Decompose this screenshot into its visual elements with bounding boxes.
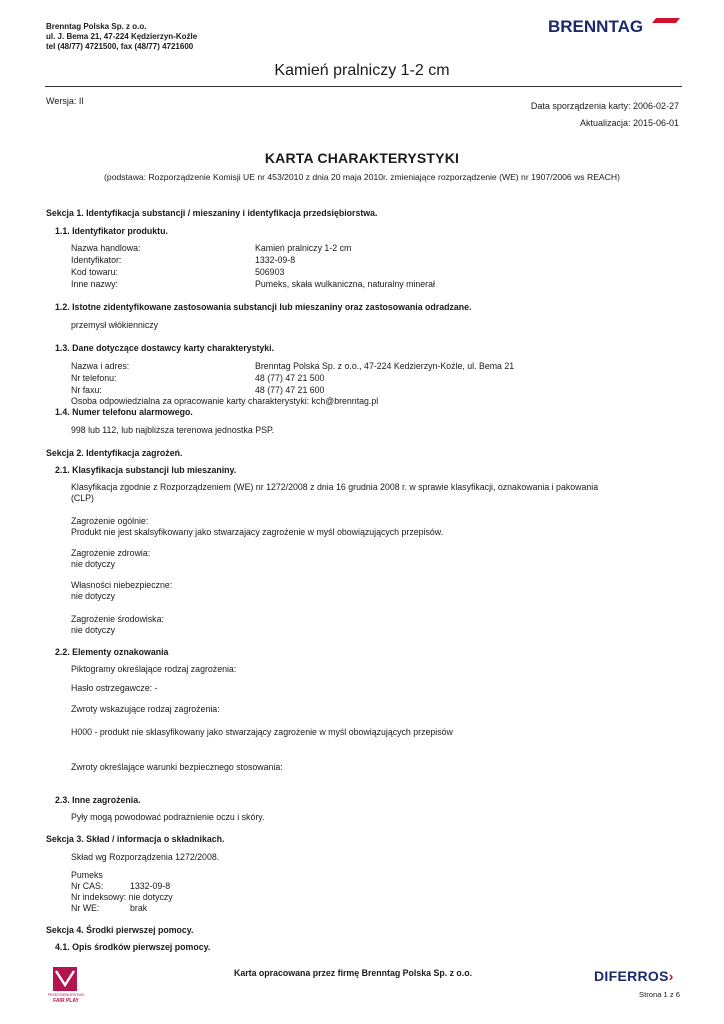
we-label: Nr WE: <box>71 903 100 913</box>
dangerous-properties-value: nie dotyczy <box>71 591 116 601</box>
health-hazard-value: nie dotyczy <box>71 559 116 569</box>
pictograms: Piktogramy określające rodzaj zagrożenia: <box>71 664 237 674</box>
code-value: 506903 <box>255 267 285 277</box>
clp-classification-line-1: Klasyfikacja zgodnie z Rozporządzeniem (WE) nr 1272/2008 z dnia 16 grudnia 2008 r. w sprawie klasyfikacji, oznakowania i pakowania <box>71 482 599 492</box>
section-1-heading: Sekcja 1. Identyfikacja substancji / mieszaniny i identyfikacja przedsiębiorstwa. <box>46 208 378 218</box>
page-number: Strona 1 z 6 <box>639 990 680 999</box>
name-address-label: Nazwa i adres: <box>71 361 130 371</box>
name-address-value: Brenntag Polska Sp. z o.o., 47-224 Kedzierzyn-Koźle, ul. Bema 21 <box>255 361 515 371</box>
subsection-1-4-heading: 1.4. Numer telefonu alarmowego. <box>55 407 193 417</box>
health-hazard-label: Zagrożenie zdrowia: <box>71 548 151 558</box>
subsection-1-2-heading: 1.2. Istotne zidentyfikowane zastosowania substancji lub mieszaniny oraz zastosowania odradzane. <box>55 302 472 312</box>
component-name: Pumeks <box>71 870 103 880</box>
general-hazard-label: Zagrożenie ogólnie: <box>71 516 149 526</box>
index-number: Nr indeksowy: nie dotyczy <box>71 892 173 902</box>
fax-value: 48 (77) 47 21 600 <box>255 385 325 395</box>
fair-play-caption: PRZEDSIĘBIORSTWO <box>47 993 85 997</box>
trade-name-value: Kamień pralniczy 1-2 cm <box>255 243 352 253</box>
identifier-label: Identyfikator: <box>71 255 122 265</box>
cas-label: Nr CAS: <box>71 881 104 891</box>
subsection-2-2-heading: 2.2. Elementy oznakowania <box>55 647 169 657</box>
environment-hazard-label: Zagrożenie środowiska: <box>71 614 164 624</box>
section-3-heading: Sekcja 3. Skład / informacja o składnikach. <box>46 834 225 844</box>
company-phone: tel (48/77) 4721500, fax (48/77) 4721600 <box>46 42 194 51</box>
trade-name-label: Nazwa handlowa: <box>71 243 141 253</box>
code-label: Kod towaru: <box>71 267 118 277</box>
created-date: Data sporządzenia karty: 2006-02-27 <box>530 101 679 111</box>
subsection-2-3-heading: 2.3. Inne zagrożenia. <box>55 795 141 805</box>
logo-swoosh-icon <box>652 18 680 23</box>
environment-hazard-value: nie dotyczy <box>71 625 116 635</box>
company-name: Brenntag Polska Sp. z o.o. <box>46 22 147 31</box>
h000-statement: H000 - produkt nie sklasyfikowany jako stwarzający zagrożenie w myśl obowiązujących przepisów <box>71 727 453 737</box>
identified-use: przemysł włókienniczy <box>71 320 159 330</box>
signal-word: Hasło ostrzegawcze: - <box>71 683 158 693</box>
company-address: ul. J. Bema 21, 47-224 Kędzierzyn-Koźle <box>46 32 198 41</box>
emergency-number: 998 lub 112, lub najbliższa terenowa jednostka PSP. <box>71 425 275 435</box>
brenntag-logo <box>548 14 680 38</box>
responsible-person: Osoba odpowiedzialna za opracowanie karty charakterystyki: kch@brenntag.pl <box>71 396 379 406</box>
fair-play-logo-icon <box>52 966 78 992</box>
fax-label: Nr faxu: <box>71 385 102 395</box>
fair-play-label: FAIR PLAY <box>53 998 79 1004</box>
we-value: brak <box>130 903 148 913</box>
identifier-value: 1332-09-8 <box>255 255 296 265</box>
prepared-by: Karta opracowana przez firmę Brenntag Polska Sp. z o.o. <box>234 968 473 978</box>
other-names-value: Pumeks, skała wulkaniczna, naturalny minerał <box>255 279 435 289</box>
subsection-4-1-heading: 4.1. Opis środków pierwszej pomocy. <box>55 942 211 952</box>
header-divider <box>45 86 682 87</box>
composition-basis: Skład wg Rozporządzenia 1272/2008. <box>71 852 220 862</box>
clp-classification-line-2: (CLP) <box>71 493 94 503</box>
phone-label: Nr telefonu: <box>71 373 117 383</box>
section-4-heading: Sekcja 4. Środki pierwszej pomocy. <box>46 925 194 935</box>
general-hazard-value: Produkt nie jest skalsyfikowany jako stwarzajacy zagrożenie w myśl obowiązujących przepisów. <box>71 527 444 537</box>
phone-value: 48 (77) 47 21 500 <box>255 373 325 383</box>
subsection-2-1-heading: 2.1. Klasyfikacja substancji lub mieszaniny. <box>55 465 237 475</box>
dangerous-properties-label: Własności niebezpieczne: <box>71 580 173 590</box>
cas-value: 1332-09-8 <box>130 881 171 891</box>
other-hazards: Pyły mogą powodować podrażnienie oczu i skóry. <box>71 812 265 822</box>
diferros-arrow-icon: › <box>668 968 674 984</box>
dates <box>531 98 679 132</box>
subsection-1-3-heading: 1.3. Dane dotyczące dostawcy karty charakterystyki. <box>55 343 275 353</box>
hazard-statements-label: Zwroty wskazujące rodzaj zagrożenia: <box>71 704 220 714</box>
diferros-logo <box>594 968 674 984</box>
legal-basis: (podstawa: Rozporządzenie Komisji UE nr 453/2010 z dnia 20 maja 2010r. zmieniające rozporządzenie (WE) nr 1907/2006 ws REACH) <box>104 172 620 182</box>
updated-date: Aktualizacja: 2015-06-01 <box>579 118 679 128</box>
diferros-text: DIFERROS <box>594 968 669 984</box>
product-title: Kamień pralniczy 1-2 cm <box>274 62 450 79</box>
logo-text: BRENNTAG <box>548 17 644 36</box>
version: Wersja: II <box>46 96 84 106</box>
page-title: KARTA CHARAKTERYSTYKI <box>264 150 460 166</box>
precautionary-statements-label: Zwroty określające warunki bezpiecznego stosowania: <box>71 762 283 772</box>
other-names-label: Inne nazwy: <box>71 279 118 289</box>
company-info <box>46 22 197 52</box>
subsection-1-1-heading: 1.1. Identyfikator produktu. <box>55 226 168 236</box>
section-2-heading: Sekcja 2. Identyfikacja zagrożeń. <box>46 448 183 458</box>
